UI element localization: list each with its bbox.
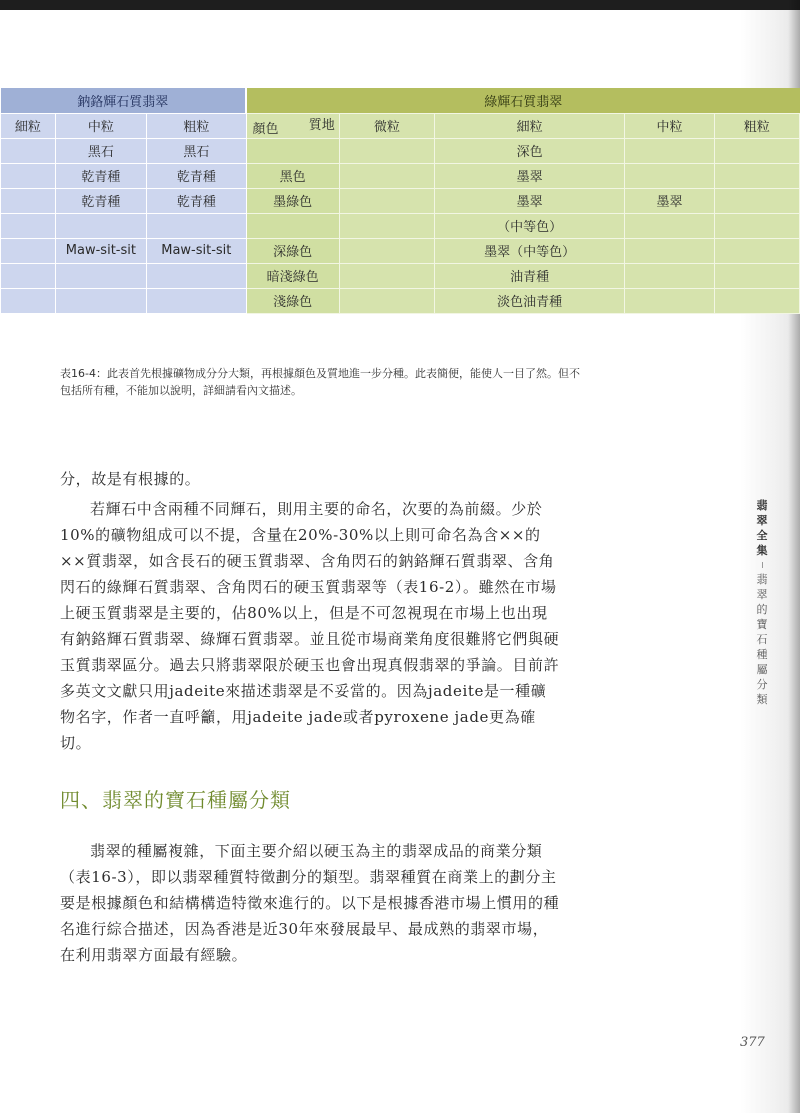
table-cell (1, 138, 56, 163)
table-cell: 油青種 (434, 263, 624, 288)
paragraph-continuation (60, 466, 560, 756)
table-cell: （中等色） (434, 213, 624, 238)
table-cell: 墨綠色 (246, 188, 339, 213)
table-cell: Maw-sit-sit (147, 238, 246, 263)
table-cell (625, 213, 714, 238)
chapter-char: 寶 (756, 618, 768, 631)
table-cell (714, 163, 799, 188)
table-cell (339, 138, 434, 163)
table-cell (339, 238, 434, 263)
table-cell (714, 213, 799, 238)
table-cell (714, 288, 799, 313)
right-group-header: 綠輝石質翡翠 (246, 88, 799, 113)
subheader-medium-right: 中粒 (625, 113, 714, 138)
table-cell (55, 213, 146, 238)
table-cell: 淺綠色 (246, 288, 339, 313)
table-cell (147, 263, 246, 288)
corner-cell (246, 113, 339, 138)
table-row (1, 213, 800, 238)
chapter-char: 翡 (756, 573, 768, 586)
table-cell (339, 263, 434, 288)
table-cell: 暗淺綠色 (246, 263, 339, 288)
table-cell (625, 263, 714, 288)
table-cell (625, 238, 714, 263)
paragraph-section-four (60, 838, 560, 968)
table-cell (1, 213, 56, 238)
table-caption: 表16-4：此表首先根據礦物成分分大類，再根據顏色及質地進一步分種。此表簡便，能使人一目了然。但不包括所有種，不能加以說明，詳細請看內文描述。 (60, 367, 580, 397)
table-cell (147, 213, 246, 238)
table-cell: Maw-sit-sit (55, 238, 146, 263)
chapter-char: 屬 (756, 663, 768, 676)
table-cell (1, 263, 56, 288)
table-cell (1, 188, 56, 213)
table-cell (714, 238, 799, 263)
table-cell: 深色 (434, 138, 624, 163)
paragraph-text: 翡翠的種屬複雜，下面主要介紹以硬玉為主的翡翠成品的商業分類（表16-3），即以翡翠種質特徵劃分的類型。翡翠種質在商業上的劃分主要是根據顏色和結構構造特徵來進行的。以下是根據香港市場上慣用的種名進行綜合描述，因為香港是近30年來發展最早、最成熟的翡翠市場，在利用翡翠方面最有經驗。 (60, 842, 560, 964)
table-row (1, 138, 800, 163)
chapter-char: 分 (756, 678, 768, 691)
table-cell: 黑色 (246, 163, 339, 188)
table-cell (55, 288, 146, 313)
paragraph-text: 分，故是有根據的。 (60, 470, 201, 488)
paragraph-text: 若輝石中含兩種不同輝石，則用主要的命名，次要的為前綴。少於10%的礦物組成可以不提，含量在20%-30%以上則可命名為含××的××質翡翠，如含長石的硬玉質翡翠、含角閃石的鈉鉻輝石質翡翠、含角閃石的綠輝石質翡翠、含角閃石的硬玉質翡翠等（表16-2）。雖然在市場上硬玉質翡翠是主要的，佔80%以上，但是不可忽視現在市場上也出現有鈉鉻輝石質翡翠、綠輝石質翡翠。並且從市場商業角度很難將它們與硬玉質翡翠區分。過去只將翡翠限於硬玉也會出現真假翡翠的爭論。目前許多英文文獻只用jadeite來描述翡翠是不妥當的。因為jadeite是一種礦物名字，作者一直呼籲，用jadeite jade或者pyroxene jade更為確切。 (60, 500, 560, 752)
subheader-fine-right: 細粒 (434, 113, 624, 138)
table-cell: 深綠色 (246, 238, 339, 263)
table-header-row (1, 88, 800, 113)
running-header (752, 498, 772, 707)
page-number: 377 (740, 1035, 765, 1050)
table-cell (1, 238, 56, 263)
section-heading: 四、翡翠的寶石種屬分類 (60, 788, 291, 812)
table-row (1, 188, 800, 213)
table-cell (714, 188, 799, 213)
table-cell (339, 188, 434, 213)
classification-table (0, 88, 800, 314)
running-header-char: 集 (756, 544, 768, 557)
table-cell: 乾青種 (147, 188, 246, 213)
running-header-char: 翡 (756, 499, 768, 512)
table-cell (339, 288, 434, 313)
table-row (1, 163, 800, 188)
table-cell: 黑石 (55, 138, 146, 163)
table-cell (714, 138, 799, 163)
table-cell (339, 213, 434, 238)
subheader-fine-left: 細粒 (1, 113, 56, 138)
table-cell (1, 288, 56, 313)
table-cell (1, 163, 56, 188)
running-header-char: 全 (756, 529, 768, 542)
table-subheader-row (1, 113, 800, 138)
table-cell: 墨翠 (434, 188, 624, 213)
table-cell: 乾青種 (147, 163, 246, 188)
subheader-micro: 微粒 (339, 113, 434, 138)
table-cell: 墨翠 (434, 163, 624, 188)
table-cell (625, 288, 714, 313)
table-cell (339, 163, 434, 188)
scan-top-edge (0, 0, 800, 10)
table-cell (625, 163, 714, 188)
running-header-char: 翠 (756, 514, 768, 527)
table-cell (625, 138, 714, 163)
chapter-char: 石 (756, 633, 768, 646)
chapter-char: 的 (756, 603, 768, 616)
left-group-header: 鈉鉻輝石質翡翠 (1, 88, 247, 113)
subheader-medium-left: 中粒 (55, 113, 146, 138)
subheader-coarse-right: 粗粒 (714, 113, 799, 138)
table-row (1, 263, 800, 288)
table-row (1, 238, 800, 263)
table-cell (246, 138, 339, 163)
table-row (1, 288, 800, 313)
table-cell: 淡色油青種 (434, 288, 624, 313)
table-cell (55, 263, 146, 288)
corner-color-label: 顏色 (252, 121, 279, 137)
chapter-char: 翠 (756, 588, 768, 601)
table-cell: 黑石 (147, 138, 246, 163)
running-header-divider (762, 562, 763, 568)
table-cell: 墨翠 (625, 188, 714, 213)
table-cell (246, 213, 339, 238)
table-cell (714, 263, 799, 288)
table-cell (147, 288, 246, 313)
table-cell: 乾青種 (55, 188, 146, 213)
chapter-char: 種 (756, 648, 768, 661)
table-cell: 墨翠（中等色） (434, 238, 624, 263)
subheader-coarse-left: 粗粒 (147, 113, 246, 138)
table-cell: 乾青種 (55, 163, 146, 188)
corner-texture-label: 質地 (308, 117, 335, 133)
chapter-char: 類 (756, 693, 768, 706)
